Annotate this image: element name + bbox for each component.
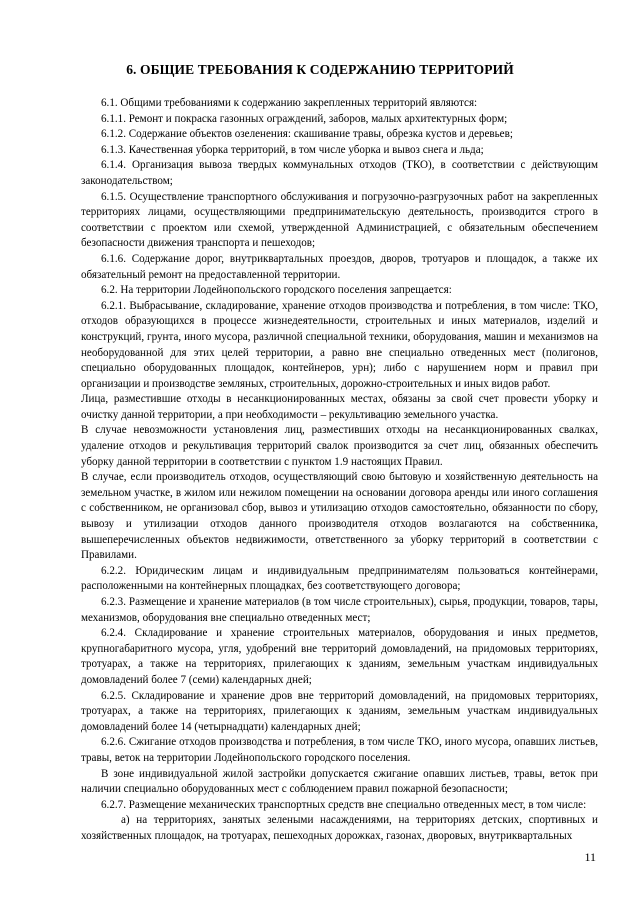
paragraph: 6.2.2. Юридическим лицам и индивидуальным предпринимателям пользоваться контейнерами, расположенными на контейнерных площадках, без соответствующего договора; — [81, 564, 598, 593]
paragraph: В случае, если производитель отходов, осуществляющий свою бытовую и хозяйственную деятельность на земельном участке, в жилом или нежилом помещении на основании договора аренды или иного соглашения с собственником, не организовал сбор, вывоз и утилизацию отходов самостоятельно, обязанности по сбору, вывозу и утилизации отходов данного производителя отходов возлагаются на собственника, вышеперечисленных объектов недвижимости, ответственного за уборку территорий в соответствии с Правилами. — [81, 471, 598, 562]
page-number: 11 — [584, 850, 596, 864]
paragraph: 6.2.7. Размещение механических транспортных средств вне специально отведенных мест, в том числе: — [101, 798, 587, 811]
paragraph: 6.2.3. Размещение и хранение материалов (в том числе строительных), сырья, продукции, товаров, тары, механизмов, оборудования вне специально отведенных мест; — [81, 596, 598, 624]
paragraph: 6.2.1. Выбрасывание, складирование, хранение отходов производства и потребления, в том числе: ТКО, отходов образующихся в процессе жизнедеятельности, строительных и иных материалов, изделий и конструкций, грунта, иного мусора, различной специальной техники, оборудования, машин и механизмов на необорудованной для этих целей территории, а равно вне специально отведенных мест (полигонов, специально оборудованных площадок, контейнеров, урн); либо с нарушением норм и правил при организации и производстве земляных, строительных, дорожно-строительных и иных видов работ. — [81, 299, 598, 390]
paragraph: 6.2.5. Складирование и хранение дров вне территорий домовладений, на придомовых территориях, тротуарах, а также на территориях, прилегающих к зданиям, земельным участкам индивидуальных домовладений более 14 (четырнадцати) календарных дней; — [81, 689, 598, 733]
paragraph: 6.1.6. Содержание дорог, внутриквартальных проездов, дворов, тротуаров и площадок, а также их обязательный ремонт на предоставленной территории. — [81, 252, 598, 281]
paragraph: 6.1. Общими требованиями к содержанию закрепленных территорий являются: — [101, 97, 478, 109]
paragraph: 6.1.2. Содержание объектов озеленения: скашивание травы, обрезка кустов и деревьев; — [101, 128, 513, 141]
paragraph: а) на территориях, занятых зелеными насаждениями, на территориях детских, спортивных и хозяйственных площадок, на тротуарах, пешеходных дорожках, газонах, дворовых, внутриквартальных — [81, 814, 598, 842]
document-body — [81, 96, 598, 845]
paragraph: 6.2.4. Складирование и хранение строительных материалов, оборудования и иных предметов, крупногабаритного мусора, угля, удобрений вне территорий домовладений, на придомовых территориях, тротуарах, а также на территориях, прилегающих к зданиям, земельным участкам индивидуальных домовладений более 7 (семи) календарных дней; — [81, 627, 598, 686]
section-heading: 6. ОБЩИЕ ТРЕБОВАНИЯ К СОДЕРЖАНИЮ ТЕРРИТОРИЙ — [126, 62, 514, 77]
paragraph: 6.1.3. Качественная уборка территорий, в том числе уборка и вывоз снега и льда; — [101, 143, 484, 156]
paragraph: Лица, разместившие отходы в несанкционированных местах, обязаны за свой счет провести уборку и очистку данной территории, а при необходимости – рекультивацию земельного участка. — [81, 393, 598, 421]
paragraph: В зоне индивидуальной жилой застройки допускается сжигание опавших листьев, травы, веток при наличии специально оборудованных мест с соблюдением правил пожарной безопасности; — [81, 767, 598, 796]
paragraph: 6.2.6. Сжигание отходов производства и потребления, в том числе ТКО, иного мусора, опавших листьев, травы, веток на территории Лодейнопольского городского поселения. — [81, 736, 598, 764]
paragraph: 6.1.4. Организация вывоза твердых коммунальных отходов (ТКО), в соответствии с действующим законодательством; — [81, 159, 598, 187]
paragraph: 6.1.5. Осуществление транспортного обслуживания и погрузочно-разгрузочных работ на закрепленных территориях лицами, осуществляющими предпринимательскую деятельность, производится строго в соответствии с проектом или схемой, утвержденной Администрацией, с обязательным обеспечением безопасности движения транспорта и пешеходов; — [81, 190, 598, 250]
paragraph: 6.2. На территории Лодейнопольского городского поселения запрещается: — [101, 284, 452, 297]
paragraph: В случае невозможности установления лиц, разместивших отходы на несанкционированных свалках, удаление отходов и рекультивация территорий свалок производится за счет лиц, обязанных обеспечить уборку данной территории в соответствии с пунктом 1.9 настоящих Правил. — [81, 424, 598, 468]
paragraph: 6.1.1. Ремонт и покраска газонных ограждений, заборов, малых архитектурных форм; — [101, 112, 508, 125]
